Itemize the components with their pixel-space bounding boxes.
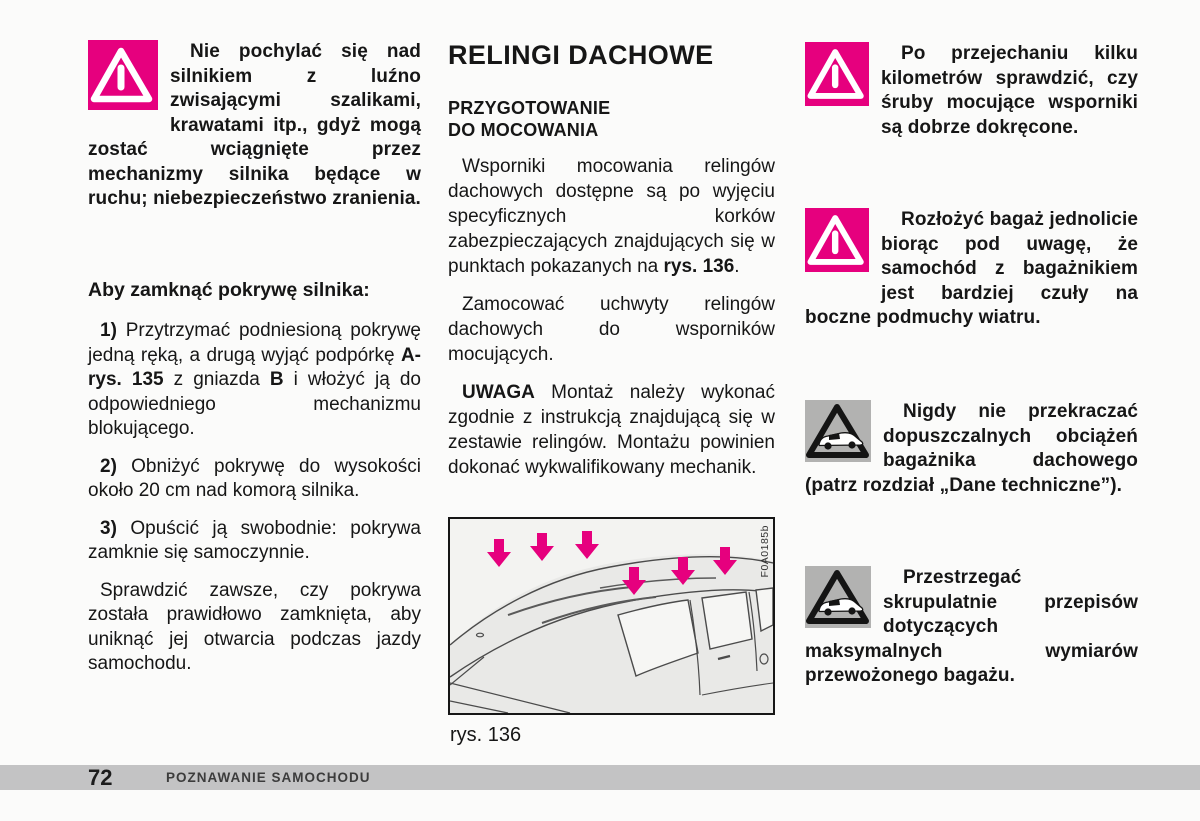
left-column (88, 40, 421, 740)
load-distribution-warning-block (805, 208, 1138, 331)
figure-136 (448, 517, 775, 747)
center-column (448, 40, 775, 760)
step-2: 2) Obniżyć pokrywę do wysokości około 20 cm nad komorą silnika. (88, 455, 421, 501)
warning-triangle-icon (88, 40, 158, 115)
screws-warning-text: Po przejechaniu kilku kilometrów sprawdzić, czy śruby mocujące wsporniki są dobrze dokręcone. (881, 43, 1138, 138)
subsection-title: PRZYGOTOWANIE DO MOCOWANIA (448, 98, 611, 140)
max-dimensions-warning-text: Przestrzegać skrupulatnie przepisów dotyczących maksymalnych wymiarów przewożonego bagażu. (805, 567, 1138, 686)
figure-code: F0A0185b (759, 525, 771, 578)
max-load-warning-block (805, 400, 1138, 498)
warning-triangle-icon (805, 208, 869, 277)
roof-load-warning-icon (805, 566, 871, 633)
engine-warning-block (88, 40, 421, 212)
right-column (805, 42, 1138, 742)
step-1: 1) Przytrzymać podniesioną pokrywę jedną ręką, a drugą wyjąć podpórkę A-rys. 135 z gniazda B i włożyć ją do odpowiedniego mechanizmu blokującego. (88, 320, 421, 439)
page-number: 72 (88, 765, 113, 790)
engine-warning-text: Nie pochylać się nad silnikiem z luźno zwisającymi szalikami, krawatami itp., gdyż mogą zostać wciągnięte przez mechanizmy silnika będące w ruchu; niebezpieczeństwo zranienia. (88, 41, 421, 209)
max-dimensions-warning-block (805, 566, 1138, 689)
step-3: 3) Opuścić ją swobodnie: pokrywa zamknie się samoczynnie. (88, 517, 421, 563)
roof-load-warning-icon (805, 400, 871, 467)
paragraph-mounting: Zamocować uchwyty relingów dachowych do wsporników mocujących. (448, 294, 775, 365)
footer-section-title: POZNAWANIE SAMOCHODU (166, 770, 371, 785)
paragraph-brackets: Wsporniki mocowania relingów dachowych dostępne są po wyjęciu specyficznych korków zabezpieczających znajdujących się w punktach pokazanych na rys. 136. (448, 156, 775, 277)
close-hood-note: Sprawdzić zawsze, czy pokrywa została prawidłowo zamknięta, aby uniknąć jej otwarcia podczas jazdy samochodu. (88, 579, 421, 674)
roof-mount-arrow (575, 531, 599, 559)
warning-triangle-icon (805, 42, 869, 111)
section-title: RELINGI DACHOWE (448, 40, 714, 70)
close-hood-section (88, 278, 421, 690)
max-load-warning-text: Nigdy nie przekraczać dopuszczalnych obciążeń bagażnika dachowego (patrz rozdział „Dane techniczne”). (805, 401, 1138, 496)
car-roof-illustration (448, 517, 775, 715)
footer-bar (0, 765, 1200, 790)
load-distribution-warning-text: Rozłożyć bagaż jednolicie biorąc pod uwagę, że samochód z bagażnikiem jest bardziej czuły na boczne podmuchy wiatru. (805, 209, 1138, 328)
paragraph-note: UWAGA Montaż należy wykonać zgodnie z instrukcją znajdującą się w zestawie relingów. Montażu powinien dokonać wykwalifikowany mechanik. (448, 382, 775, 478)
roof-mount-arrow (530, 533, 554, 561)
screws-warning-block (805, 42, 1138, 140)
figure-caption: rys. 136 (450, 724, 522, 746)
roof-mount-arrow (487, 539, 511, 567)
close-hood-heading: Aby zamknąć pokrywę silnika: (88, 279, 370, 301)
